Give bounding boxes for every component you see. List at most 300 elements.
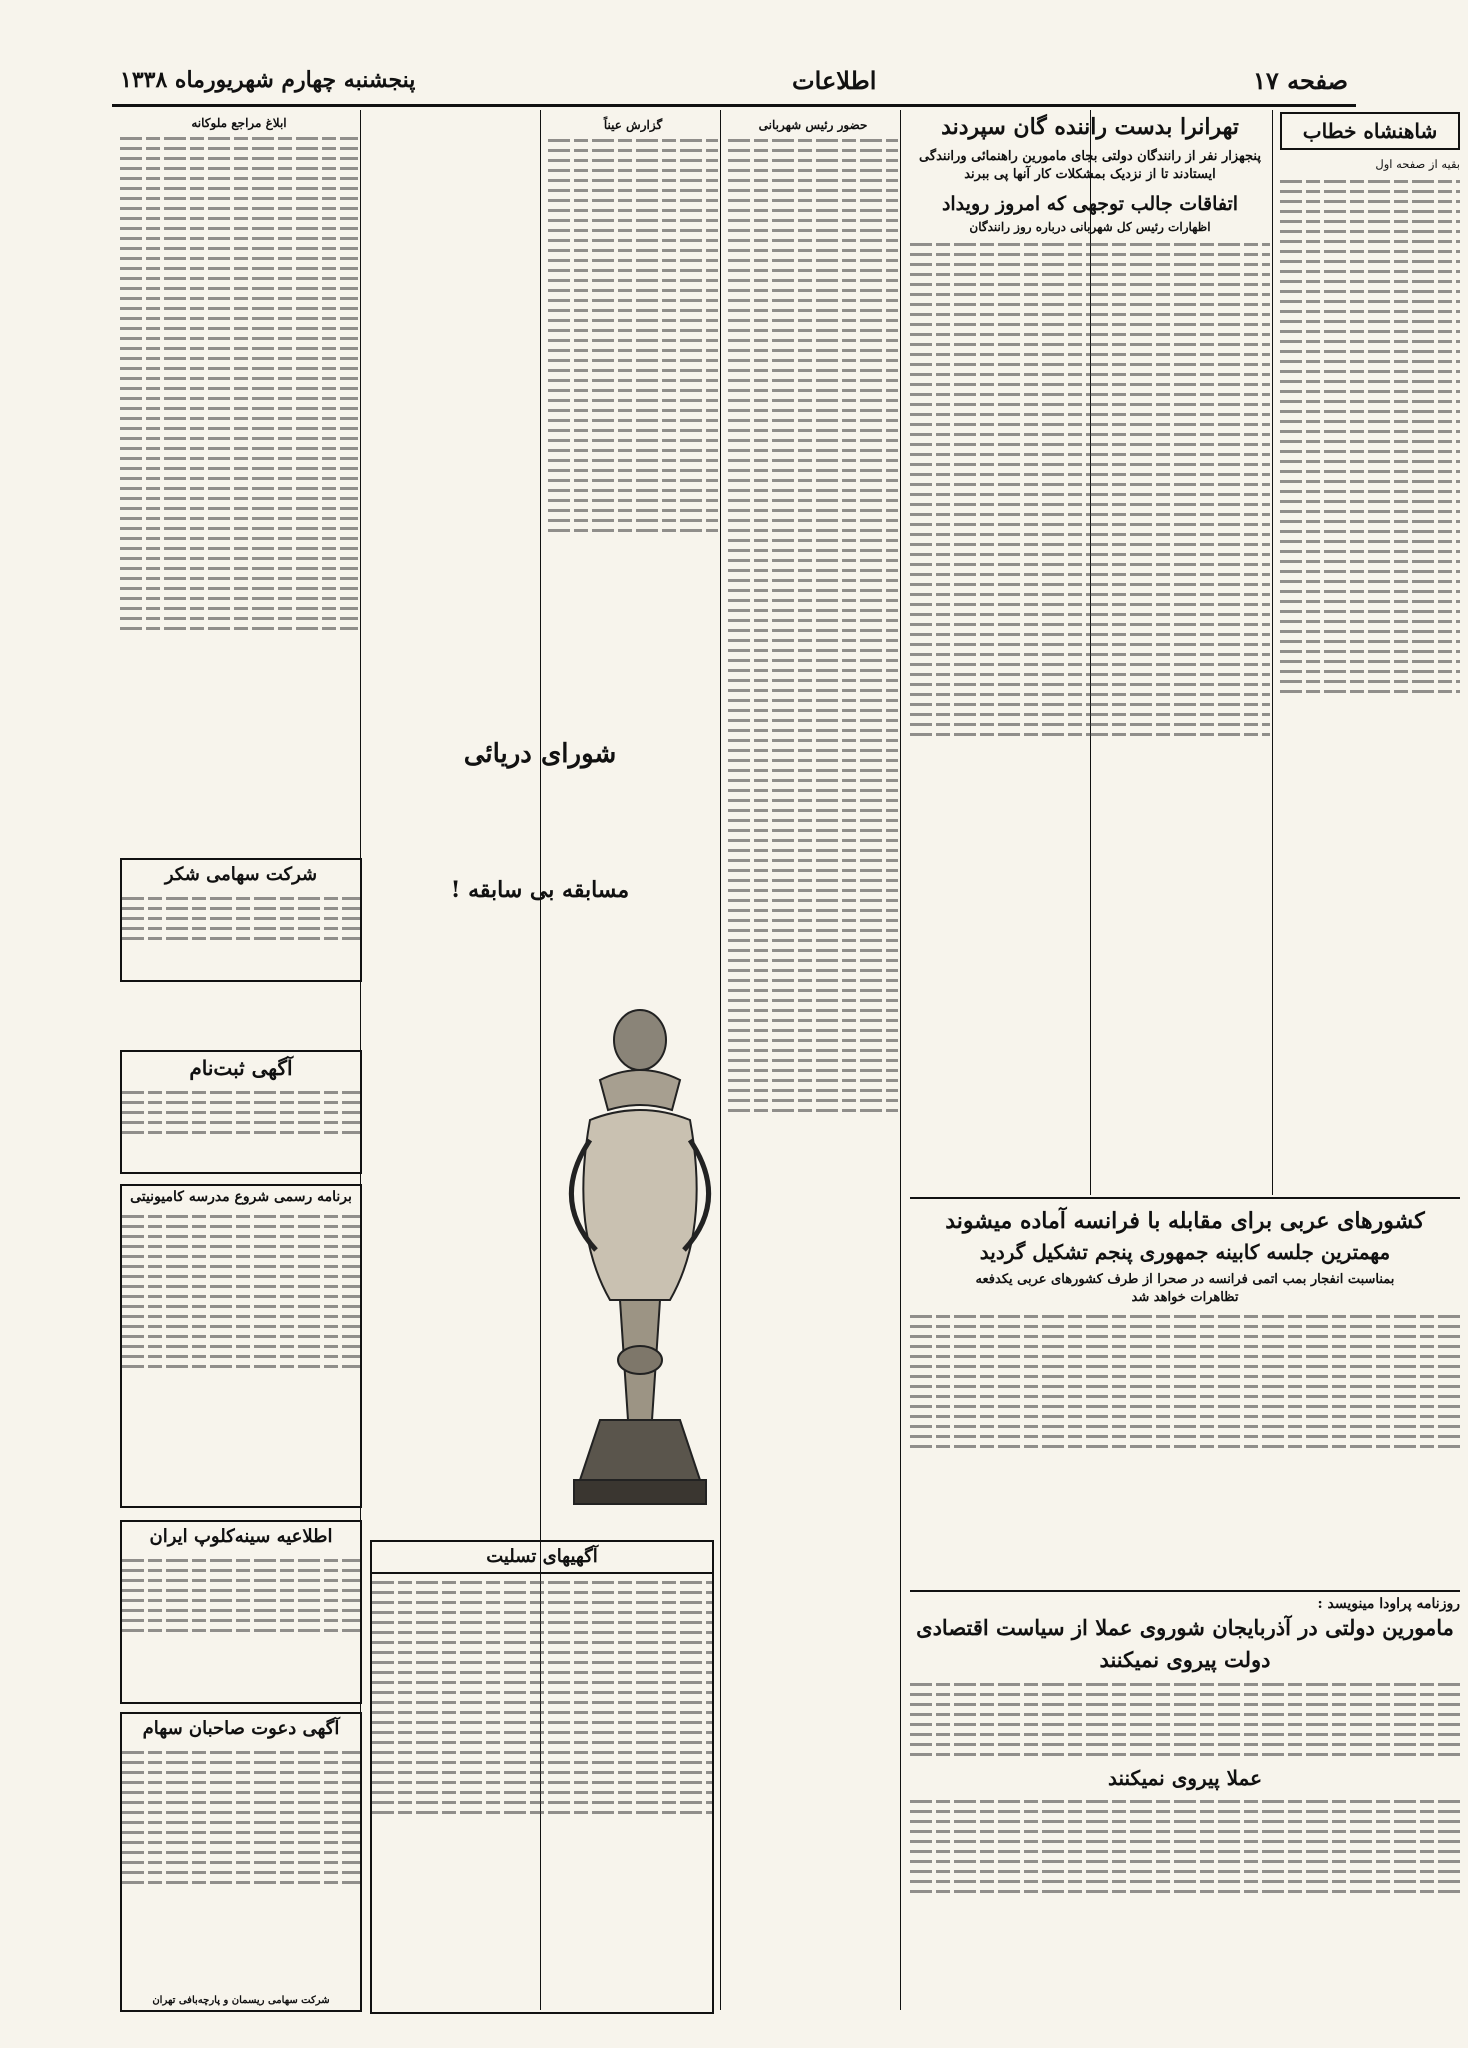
text-line xyxy=(728,169,898,172)
section-rule xyxy=(910,1197,1460,1199)
text-line xyxy=(120,187,358,190)
text-line xyxy=(910,463,1270,466)
text-line xyxy=(122,1355,360,1358)
text-line xyxy=(548,479,718,482)
text-line xyxy=(910,613,1270,616)
text-line xyxy=(122,1841,360,1844)
text-line xyxy=(728,779,898,782)
col1-title: شاهنشاه خطاب xyxy=(1302,119,1438,143)
text-line xyxy=(910,1890,1460,1893)
text-line xyxy=(1280,540,1460,543)
text-line xyxy=(910,243,1270,246)
text-line xyxy=(120,387,358,390)
text-line xyxy=(120,137,358,140)
text-line xyxy=(548,529,718,532)
text-line xyxy=(372,1681,712,1684)
text-line xyxy=(1280,640,1460,643)
text-line xyxy=(1280,310,1460,313)
col4-body xyxy=(548,139,718,532)
text-line xyxy=(122,1821,360,1824)
text-line xyxy=(728,389,898,392)
text-line xyxy=(728,509,898,512)
text-line xyxy=(372,1651,712,1654)
text-line xyxy=(1280,630,1460,633)
text-line xyxy=(728,459,898,462)
text-line xyxy=(372,1751,712,1754)
text-line xyxy=(122,1315,360,1318)
shareholders-ad xyxy=(120,1712,362,2012)
text-line xyxy=(1280,450,1460,453)
naval-council-title: شورای دریائی xyxy=(463,739,617,769)
text-line xyxy=(120,147,358,150)
text-line xyxy=(122,1275,360,1278)
trophy-illustration xyxy=(560,1000,720,1560)
shareholders-footer: شرکت سهامی ریسمان و پارچه‌بافی تهران xyxy=(152,1995,330,2006)
text-line xyxy=(910,1820,1460,1823)
text-line xyxy=(122,1619,360,1622)
text-line xyxy=(120,457,358,460)
text-line xyxy=(728,149,898,152)
text-line xyxy=(1280,210,1460,213)
text-line xyxy=(122,1771,360,1774)
text-line xyxy=(548,309,718,312)
column-rule xyxy=(720,110,721,2010)
text-line xyxy=(122,1609,360,1612)
text-line xyxy=(372,1591,712,1594)
text-line xyxy=(728,469,898,472)
text-line xyxy=(1280,330,1460,333)
col5-notice-title: ابلاغ مراجع ملوکانه xyxy=(191,116,287,130)
text-line xyxy=(728,139,898,142)
text-line xyxy=(910,333,1270,336)
text-line xyxy=(728,949,898,952)
text-line xyxy=(120,237,358,240)
text-line xyxy=(728,839,898,842)
col3-subhead-1: حضور رئیس شهربانی xyxy=(758,118,868,132)
text-line xyxy=(120,277,358,280)
text-line xyxy=(728,319,898,322)
col2-title: تهرانرا بدست راننده گان سپردند xyxy=(941,114,1239,140)
text-line xyxy=(728,259,898,262)
text-line xyxy=(120,487,358,490)
text-line xyxy=(548,399,718,402)
text-line xyxy=(120,217,358,220)
text-line xyxy=(910,653,1270,656)
text-line xyxy=(728,479,898,482)
text-line xyxy=(1280,500,1460,503)
text-line xyxy=(910,583,1270,586)
text-line xyxy=(728,299,898,302)
text-line xyxy=(1280,470,1460,473)
col1-title-box xyxy=(1280,112,1460,150)
pravda-headline-2: عملا پیروی نمیکنند xyxy=(1107,1766,1263,1790)
text-line xyxy=(728,359,898,362)
text-line xyxy=(728,329,898,332)
text-line xyxy=(120,357,358,360)
text-line xyxy=(120,437,358,440)
text-line xyxy=(910,1693,1460,1696)
text-line xyxy=(910,1723,1460,1726)
text-line xyxy=(1280,270,1460,273)
col1-continued: بقیه از صفحه اول xyxy=(1375,157,1460,171)
text-line xyxy=(728,799,898,802)
text-line xyxy=(728,569,898,572)
text-line xyxy=(1280,260,1460,263)
text-line xyxy=(120,617,358,620)
text-line xyxy=(1280,220,1460,223)
text-line xyxy=(728,689,898,692)
page-number: صفحه ۱۷ xyxy=(1252,65,1348,95)
text-line xyxy=(910,513,1270,516)
text-line xyxy=(728,1049,898,1052)
text-line xyxy=(910,273,1270,276)
text-line xyxy=(910,323,1270,326)
text-line xyxy=(728,679,898,682)
text-line xyxy=(548,149,718,152)
issue-date: پنجشنبه چهارم شهریورماه ۱۳۳۸ xyxy=(120,67,416,93)
text-line xyxy=(122,1131,360,1134)
text-line xyxy=(372,1601,712,1604)
column-3 xyxy=(728,112,898,2012)
text-line xyxy=(120,267,358,270)
text-line xyxy=(120,377,358,380)
text-line xyxy=(548,179,718,182)
text-line xyxy=(1280,430,1460,433)
text-line xyxy=(1280,350,1460,353)
text-line xyxy=(728,199,898,202)
text-line xyxy=(122,927,360,930)
text-line xyxy=(122,1305,360,1308)
col3-body xyxy=(728,139,898,1112)
text-line xyxy=(1280,250,1460,253)
text-line xyxy=(910,1743,1460,1746)
text-line xyxy=(120,247,358,250)
text-line xyxy=(372,1581,712,1584)
text-line xyxy=(910,543,1270,546)
text-line xyxy=(910,493,1270,496)
text-line xyxy=(910,373,1270,376)
text-line xyxy=(1280,510,1460,513)
text-line xyxy=(910,1800,1460,1803)
text-line xyxy=(728,859,898,862)
text-line xyxy=(728,449,898,452)
text-line xyxy=(122,1215,360,1218)
text-line xyxy=(910,553,1270,556)
text-line xyxy=(1280,230,1460,233)
text-line xyxy=(728,669,898,672)
text-line xyxy=(728,1109,898,1112)
text-line xyxy=(548,349,718,352)
text-line xyxy=(122,1781,360,1784)
text-line xyxy=(548,409,718,412)
text-line xyxy=(122,1265,360,1268)
contest-block xyxy=(370,870,710,910)
text-line xyxy=(728,419,898,422)
text-line xyxy=(548,249,718,252)
text-line xyxy=(728,1079,898,1082)
text-line xyxy=(728,249,898,252)
registration-title: آگهی ثبت‌نام xyxy=(189,1056,293,1080)
trophy-plinth xyxy=(574,1480,706,1504)
text-line xyxy=(728,219,898,222)
text-line xyxy=(120,337,358,340)
text-line xyxy=(120,407,358,410)
text-line xyxy=(122,1225,360,1228)
text-line xyxy=(122,1101,360,1104)
text-line xyxy=(728,239,898,242)
text-line xyxy=(728,229,898,232)
text-line xyxy=(372,1771,712,1774)
text-line xyxy=(122,1335,360,1338)
text-line xyxy=(728,929,898,932)
text-line xyxy=(728,899,898,902)
text-line xyxy=(910,723,1270,726)
text-line xyxy=(910,673,1270,676)
text-line xyxy=(1280,660,1460,663)
text-line xyxy=(910,313,1270,316)
text-line xyxy=(910,353,1270,356)
text-line xyxy=(372,1641,712,1644)
text-line xyxy=(1280,690,1460,693)
text-line xyxy=(122,1295,360,1298)
cinema-club-ad xyxy=(120,1520,362,1704)
trophy-base xyxy=(580,1420,700,1480)
text-line xyxy=(910,283,1270,286)
naval-council-ad xyxy=(370,734,710,774)
text-line xyxy=(122,1599,360,1602)
text-line xyxy=(728,539,898,542)
text-line xyxy=(372,1811,712,1814)
column-1 xyxy=(1280,112,1460,1192)
text-line xyxy=(728,1099,898,1102)
text-line xyxy=(122,917,360,920)
text-line xyxy=(728,609,898,612)
text-line xyxy=(548,359,718,362)
text-line xyxy=(120,417,358,420)
text-line xyxy=(1280,290,1460,293)
pravda-label: روزنامه پراودا مینویسد : xyxy=(1317,1596,1460,1612)
text-line xyxy=(728,1069,898,1072)
text-line xyxy=(910,433,1270,436)
text-line xyxy=(120,347,358,350)
text-line xyxy=(728,729,898,732)
text-line xyxy=(122,1801,360,1804)
condolence-body xyxy=(372,1581,712,1814)
text-line xyxy=(548,499,718,502)
text-line xyxy=(1280,370,1460,373)
text-line xyxy=(120,197,358,200)
text-line xyxy=(1280,390,1460,393)
text-line xyxy=(122,1811,360,1814)
text-line xyxy=(910,1325,1460,1328)
text-line xyxy=(910,623,1270,626)
text-line xyxy=(728,879,898,882)
text-line xyxy=(122,1761,360,1764)
text-line xyxy=(910,533,1270,536)
text-line xyxy=(1280,600,1460,603)
text-line xyxy=(120,327,358,330)
text-line xyxy=(910,603,1270,606)
text-line xyxy=(728,579,898,582)
text-line xyxy=(120,507,358,510)
text-line xyxy=(1280,410,1460,413)
text-line xyxy=(372,1741,712,1744)
text-line xyxy=(120,597,358,600)
text-line xyxy=(910,1425,1460,1428)
pravda-body-1 xyxy=(910,1683,1460,1756)
text-line xyxy=(548,289,718,292)
text-line xyxy=(728,889,898,892)
text-line xyxy=(910,473,1270,476)
text-line xyxy=(120,297,358,300)
trophy-knot xyxy=(618,1346,662,1374)
text-line xyxy=(1280,670,1460,673)
text-line xyxy=(548,449,718,452)
text-line xyxy=(372,1711,712,1714)
text-line xyxy=(910,1860,1460,1863)
text-line xyxy=(1280,530,1460,533)
text-line xyxy=(122,1559,360,1562)
text-line xyxy=(910,713,1270,716)
arab-headline: کشورهای عربی برای مقابله با فرانسه آماده میشوند xyxy=(945,1208,1425,1234)
text-line xyxy=(120,177,358,180)
text-line xyxy=(548,369,718,372)
text-line xyxy=(122,1871,360,1874)
text-line xyxy=(910,1375,1460,1378)
text-line xyxy=(548,429,718,432)
text-line xyxy=(728,749,898,752)
text-line xyxy=(122,1111,360,1114)
text-line xyxy=(910,1315,1460,1318)
text-line xyxy=(120,317,358,320)
text-line xyxy=(120,427,358,430)
text-line xyxy=(728,589,898,592)
col1-body xyxy=(1280,180,1460,693)
col2-deck: پنجهزار نفر از رانندگان دولتی بجای مامورین راهنمائی ورانندگی ایستادند تا از نزدیک بمشکلات کار آنها پی ببرند xyxy=(919,149,1261,182)
text-line xyxy=(548,269,718,272)
text-line xyxy=(910,383,1270,386)
text-line xyxy=(1280,580,1460,583)
trophy-lid xyxy=(600,1070,680,1110)
text-line xyxy=(728,759,898,762)
text-line xyxy=(120,287,358,290)
text-line xyxy=(122,1629,360,1632)
text-line xyxy=(122,1831,360,1834)
text-line xyxy=(910,503,1270,506)
text-line xyxy=(548,189,718,192)
text-line xyxy=(548,139,718,142)
text-line xyxy=(728,1009,898,1012)
text-line xyxy=(910,683,1270,686)
text-line xyxy=(728,559,898,562)
text-line xyxy=(548,489,718,492)
text-line xyxy=(122,1751,360,1754)
text-line xyxy=(910,363,1270,366)
text-line xyxy=(120,367,358,370)
text-line xyxy=(910,1683,1460,1686)
text-line xyxy=(910,1880,1460,1883)
text-line xyxy=(910,523,1270,526)
text-line xyxy=(122,1325,360,1328)
text-line xyxy=(120,497,358,500)
text-line xyxy=(122,1881,360,1884)
text-line xyxy=(728,789,898,792)
text-line xyxy=(728,809,898,812)
text-line xyxy=(910,1830,1460,1833)
text-line xyxy=(120,167,358,170)
col2-subline: اظهارات رئیس کل شهربانی درباره روز رانندگان xyxy=(969,220,1211,234)
col5-body xyxy=(120,137,358,630)
text-line xyxy=(728,289,898,292)
text-line xyxy=(372,1721,712,1724)
text-line xyxy=(728,919,898,922)
text-line xyxy=(728,639,898,642)
text-line xyxy=(910,1445,1460,1448)
cinema-club-body xyxy=(122,1559,360,1632)
text-line xyxy=(910,453,1270,456)
text-line xyxy=(1280,610,1460,613)
text-line xyxy=(372,1731,712,1734)
shareholders-title: آگهی دعوت صاحبان سهام xyxy=(142,1718,340,1739)
arab-countries-section xyxy=(910,1205,1460,1545)
text-line xyxy=(548,159,718,162)
pravda-body-2 xyxy=(910,1800,1460,1893)
text-line xyxy=(1280,620,1460,623)
text-line xyxy=(910,1405,1460,1408)
text-line xyxy=(728,1019,898,1022)
sugar-company-body xyxy=(122,897,360,940)
text-line xyxy=(728,489,898,492)
text-line xyxy=(1280,570,1460,573)
text-line xyxy=(1280,240,1460,243)
text-line xyxy=(910,563,1270,566)
text-line xyxy=(548,419,718,422)
text-line xyxy=(122,1235,360,1238)
text-line xyxy=(1280,550,1460,553)
text-line xyxy=(728,739,898,742)
text-line xyxy=(910,1355,1460,1358)
arab-body xyxy=(910,1315,1460,1448)
text-line xyxy=(910,263,1270,266)
text-line xyxy=(120,257,358,260)
pravda-headline: مامورین دولتی در آذربایجان شوروی عملا از سیاست اقتصادی دولت پیروی نمیکنند xyxy=(916,1615,1454,1672)
text-line xyxy=(910,593,1270,596)
text-line xyxy=(728,499,898,502)
text-line xyxy=(910,343,1270,346)
text-line xyxy=(1280,440,1460,443)
text-line xyxy=(372,1661,712,1664)
text-line xyxy=(910,1870,1460,1873)
column-rule xyxy=(1272,110,1273,1195)
text-line xyxy=(120,397,358,400)
text-line xyxy=(548,339,718,342)
text-line xyxy=(120,577,358,580)
text-line xyxy=(1280,560,1460,563)
school-program-title: برنامه رسمی شروع مدرسه کامیونیتی xyxy=(130,1189,352,1205)
text-line xyxy=(728,339,898,342)
text-line xyxy=(728,189,898,192)
text-line xyxy=(728,159,898,162)
text-line xyxy=(728,719,898,722)
condolence-ads xyxy=(370,1540,714,2014)
text-line xyxy=(122,1589,360,1592)
text-line xyxy=(1280,380,1460,383)
text-line xyxy=(728,1029,898,1032)
registration-body xyxy=(122,1091,360,1134)
text-line xyxy=(1280,480,1460,483)
text-line xyxy=(728,869,898,872)
text-line xyxy=(728,439,898,442)
